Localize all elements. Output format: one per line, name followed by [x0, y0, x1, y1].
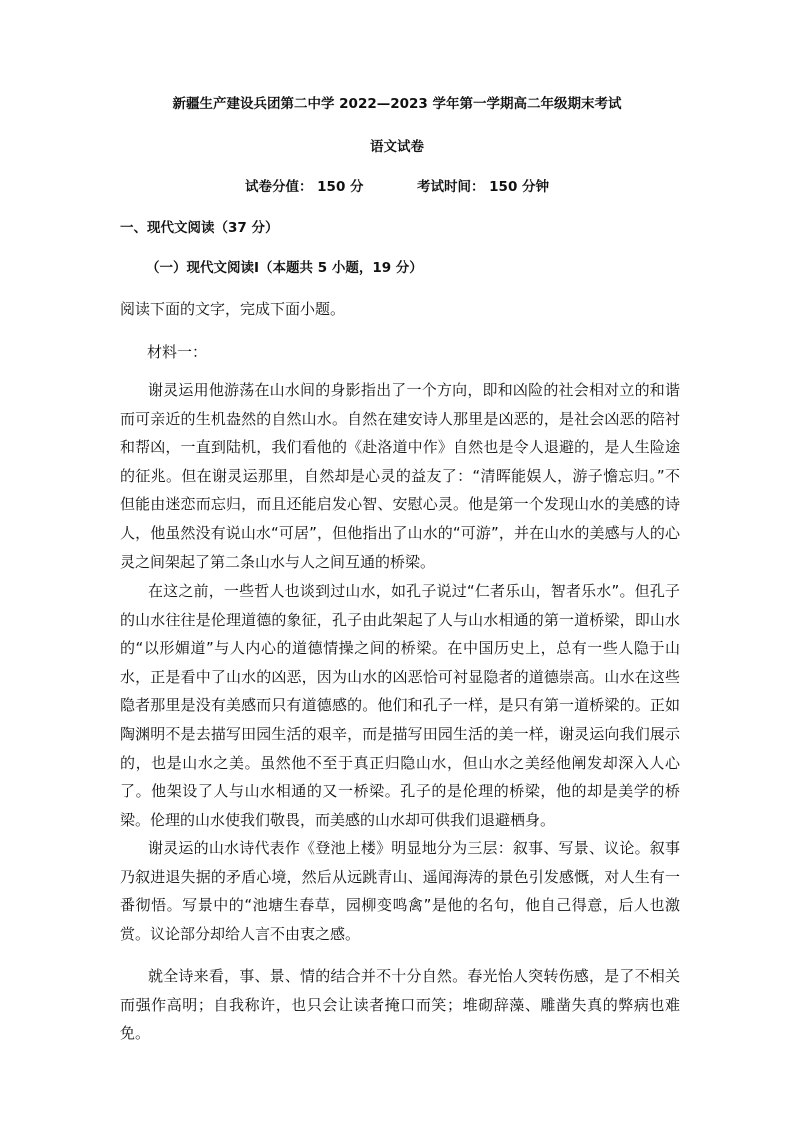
paragraph-2: 在这之前，一些哲人也谈到过山水，如孔子说过“仁者乐山，智者乐水”。但孔子的山水往往是伦理道德的象征，孔子由此架起了人与山水相通的第一道桥梁，即山水的“以形媚道”与人内心的道德情操之间的桥梁。在中国历史上，总有一些人隐于山水，正是看中了山水的凶恶，因为山水的凶恶恰可衬显隐者的道德崇高。山水在这些隐者那里是没有美感而只有道德感的。他们和孔子一样，是只有第一道桥梁的。正如陶渊明不是去描写田园生活的艰辛，而是描写田园生活的美一样，谢灵运向我们展示的，也是山水之美。虽然他不至于真正归隐山水，但山水之美经他阐发却深入人心了。他架设了人与山水相通的又一桥梁。孔子的是伦理的桥梁，他的却是美学的桥梁。伦理的山水使我们敬畏，而美感的山水却可供我们退避栖身。 [120, 582, 680, 829]
time-value: 150 分钟 [489, 179, 550, 195]
subsection-heading: （一）现代文阅读Ⅰ（本题共 5 小题，19 分） [146, 260, 423, 276]
paragraph-4: 就全诗来看，事、景、情的结合并不十分自然。春光怡人突转伤感，是了不相关而强作高明；自我称许，也只会让读者掩口而笑；堆砌辞藻、雕凿失真的弊病也难免。 [120, 967, 680, 1043]
time-label: 考试时间： [416, 179, 485, 195]
score-label: 试卷分值： [244, 179, 313, 195]
material-label: 材料一： [147, 343, 208, 361]
reading-instruction: 阅读下面的文字，完成下面小题。 [120, 300, 346, 318]
paragraph-1: 谢灵运用他游荡在山水间的身影指出了一个方向，即和凶险的社会相对立的和谐而可亲近的生机盎然的自然山水。自然在建安诗人那里是凶恶的，是社会凶恶的陪衬和帮凶，一直到陆机，我们看他的《赴洛道中作》自然也是令人退避的，是人生险途的征兆。但在谢灵运那里，自然却是心灵的益友了：“清晖能娱人，游子憺忘归。”不但能由迷恋而忘归，而且还能启发心智、安慰心灵。他是第一个发现山水的美感的诗人，他虽然没有说山水“可居”，但他指出了山水的“可游”，并在山水的美感与人的心灵之间架起了第二条山水与人之间互通的桥梁。 [120, 381, 680, 571]
section-heading: 一、现代文阅读（37 分） [120, 220, 279, 236]
paper-title: 语文试卷 [370, 139, 424, 155]
exam-info [0, 177, 794, 197]
paragraph-3: 谢灵运的山水诗代表作《登池上楼》明显地分为三层：叙事、写景、议论。叙事乃叙进退失据的矛盾心境，然后从远跳青山、遥闻海涛的景色引发感慨，对人生有一番彻悟。写景中的“池塘生春草，园柳变鸣禽”是他的名句，他自己得意，后人也激赏。议论部分却给人言不由衷之感。 [120, 839, 680, 943]
school-title: 新疆生产建设兵团第二中学 2022—2023 学年第一学期高二年级期末考试 [172, 96, 622, 112]
score-value: 150 分 [317, 179, 364, 195]
